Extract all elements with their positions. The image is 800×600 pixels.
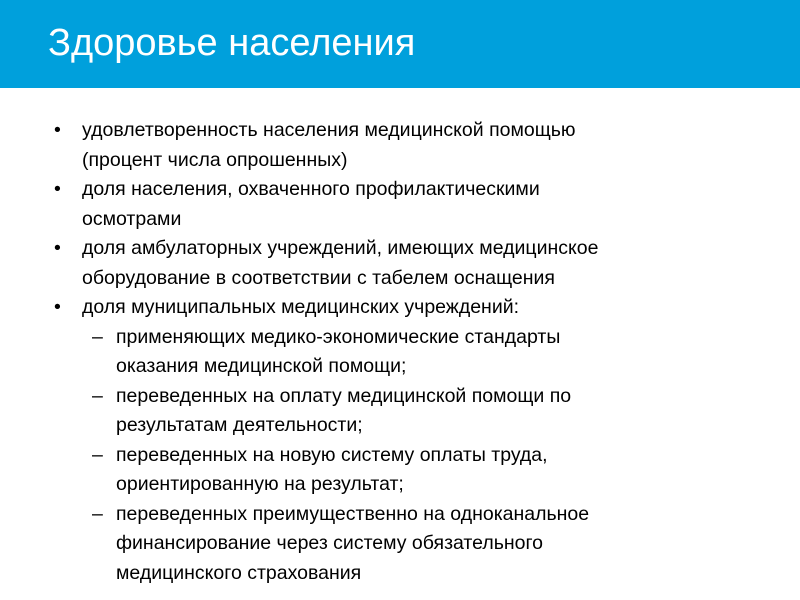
- sub-item-text-line: оказания медицинской помощи;: [116, 355, 407, 377]
- bullet-text-line: осмотрами: [82, 207, 182, 230]
- sub-item-text-line: переведенных на новую систему оплаты труда,: [116, 443, 548, 466]
- title-bar: [0, 0, 800, 88]
- sub-item-text-line: финансирование через систему обязательного: [116, 532, 544, 554]
- bullet-marker: •: [54, 237, 61, 259]
- bullet-marker: •: [54, 296, 61, 318]
- sub-item-payment-by-results: [52, 382, 772, 441]
- sub-item-single-channel-financing: [52, 500, 772, 589]
- bullet-list: [52, 116, 772, 588]
- sub-item-text-line: переведенных на оплату медицинской помощи по: [116, 384, 572, 407]
- bullet-item-satisfaction: [52, 116, 772, 175]
- dash-marker: –: [92, 502, 103, 525]
- bullet-item-ambulatory-equipment: [52, 234, 772, 293]
- bullet-item-preventive-exams: [52, 175, 772, 234]
- slide-content: [52, 116, 772, 588]
- bullet-text-line: доля муниципальных медицинских учреждений:: [82, 296, 520, 318]
- bullet-text-line: (процент числа опрошенных): [82, 148, 348, 171]
- bullet-text-line: удовлетворенность населения медицинской помощью: [82, 119, 576, 141]
- bullet-item-municipal-institutions: [52, 293, 772, 323]
- sub-item-economic-standards: [52, 323, 772, 382]
- bullet-text-line: доля населения, охваченного профилактическими: [82, 178, 540, 200]
- dash-marker: –: [92, 443, 103, 466]
- dash-marker: –: [92, 325, 103, 348]
- slide-title: Здоровье населения: [48, 22, 416, 64]
- dash-marker: –: [92, 384, 103, 407]
- sub-item-text-line: переведенных преимущественно на одноканальное: [116, 502, 590, 525]
- sub-item-text-line: медицинского страхования: [116, 561, 362, 584]
- bullet-marker: •: [54, 119, 61, 141]
- bullet-text-line: оборудование в соответствии с табелем оснащения: [82, 266, 555, 289]
- bullet-marker: •: [54, 178, 61, 200]
- bullet-text-line: доля амбулаторных учреждений, имеющих медицинское: [82, 237, 599, 259]
- sub-item-new-pay-system: [52, 441, 772, 500]
- sub-item-text-line: ориентированную на результат;: [116, 473, 404, 495]
- sub-item-text-line: результатам деятельности;: [116, 414, 363, 436]
- sub-item-text-line: применяющих медико-экономические стандарты: [116, 325, 561, 348]
